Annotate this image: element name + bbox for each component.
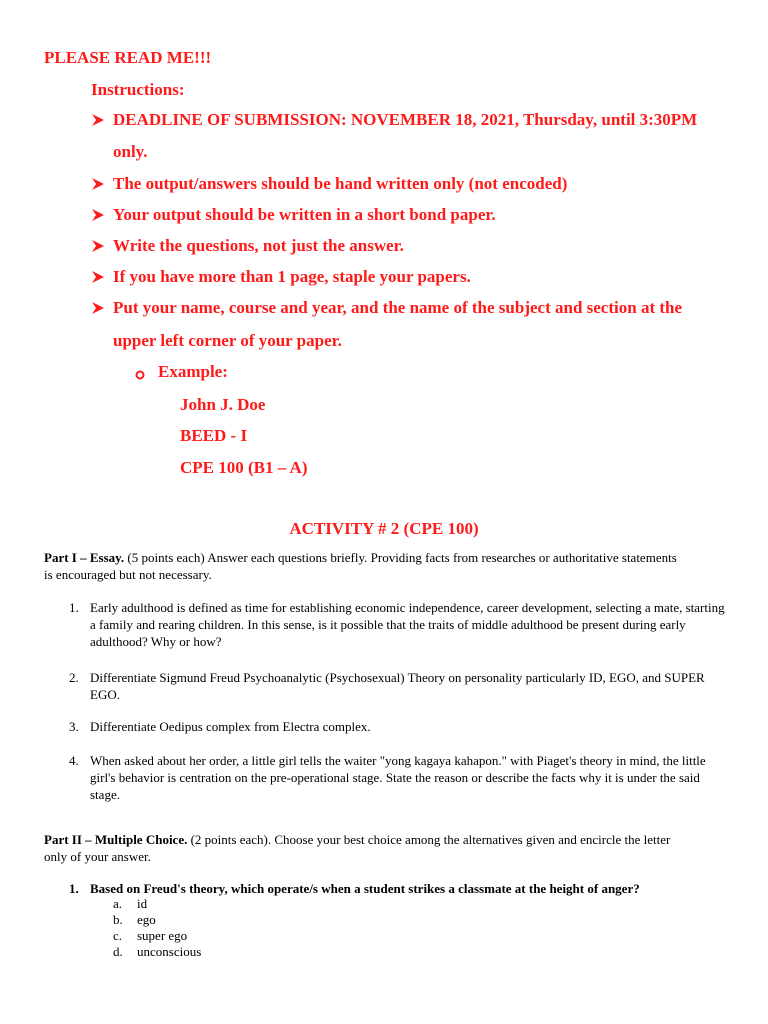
question-text: Differentiate Oedipus complex from Electra complex. xyxy=(90,719,371,734)
question-number: 2. xyxy=(69,670,79,685)
essay-question xyxy=(69,752,729,804)
question-number: 1. xyxy=(69,881,79,896)
part2-description-cont: only of your answer. xyxy=(44,849,151,864)
arrow-bullet-icon xyxy=(91,177,105,191)
option-text: ego xyxy=(137,912,156,927)
arrow-bullet-icon xyxy=(91,239,105,253)
part2-points: (2 points each). xyxy=(190,832,272,847)
part2-heading: Part II – Multiple Choice. xyxy=(44,832,188,847)
example-line: John J. Doe xyxy=(180,395,266,414)
option-letter: a. xyxy=(113,896,123,911)
instruction-item: Put your name, course and year, and the name of the subject and section at the xyxy=(113,298,683,317)
essay-question xyxy=(69,599,729,651)
instruction-item: Write the questions, not just the answer. xyxy=(113,236,404,255)
essay-question xyxy=(69,718,729,735)
part1-description xyxy=(44,549,677,566)
instruction-item: The output/answers should be hand written only (not encoded) xyxy=(113,174,568,193)
example-label: Example: xyxy=(158,362,228,381)
instruction-item: Your output should be written in a short bond paper. xyxy=(113,205,496,224)
circle-bullet-icon xyxy=(135,367,145,377)
essay-question xyxy=(69,669,729,703)
question-text: When asked about her order, a little girl tells the waiter "yong kagaya kahapon." with Piaget's theory in mind, the little girl's behavior is centration on the pre-operational stage. State the reason or describe the facts why it is under the said stage. xyxy=(90,753,706,802)
question-number: 4. xyxy=(69,753,79,768)
option-letter: d. xyxy=(113,944,123,959)
arrow-bullet-icon xyxy=(91,301,105,315)
question-text: Based on Freud's theory, which operate/s when a student strikes a classmate at the height of anger? xyxy=(90,881,640,896)
question-text: Differentiate Sigmund Freud Psychoanalytic (Psychosexual) Theory on personality particularly ID, EGO, and SUPER EGO. xyxy=(90,670,705,702)
option-text: unconscious xyxy=(137,944,202,959)
instruction-item: DEADLINE OF SUBMISSION: NOVEMBER 18, 2021, Thursday, until 3:30PM xyxy=(113,110,698,129)
option-text: super ego xyxy=(137,928,188,943)
instruction-item: If you have more than 1 page, staple your papers. xyxy=(113,267,471,286)
part1-heading: Part I – Essay. xyxy=(44,550,125,565)
activity-title: ACTIVITY # 2 (CPE 100) xyxy=(289,519,479,538)
option-text: id xyxy=(137,896,148,911)
option-letter: c. xyxy=(113,928,123,943)
part1-desc: Answer each questions briefly. Providing facts from researches or authoritative statements xyxy=(204,550,677,565)
example-line: CPE 100 (B1 – A) xyxy=(180,458,308,477)
arrow-bullet-icon xyxy=(91,113,105,127)
part1-description-cont: is encouraged but not necessary. xyxy=(44,567,212,582)
question-text: Early adulthood is defined as time for establishing economic independence, career development, selecting a mate, starting a family and rearing children. In this sense, is it possible that the traits of middle adulthood be present during early adulthood? Why or how? xyxy=(90,600,725,649)
part1-points: (5 points each) xyxy=(127,550,205,565)
instruction-item-continuation: upper left corner of your paper. xyxy=(113,331,342,350)
instruction-item-continuation: only. xyxy=(113,142,148,161)
arrow-bullet-icon xyxy=(91,270,105,284)
part2-description xyxy=(44,831,670,848)
option-letter: b. xyxy=(113,912,123,927)
question-number: 1. xyxy=(69,600,79,615)
part2-desc: Choose your best choice among the alternatives given and encircle the letter xyxy=(271,832,671,847)
question-number: 3. xyxy=(69,719,79,734)
example-line: BEED - I xyxy=(180,426,248,445)
arrow-bullet-icon xyxy=(91,208,105,222)
instructions-label: Instructions: xyxy=(91,80,185,99)
notice-title: PLEASE READ ME!!! xyxy=(44,48,212,67)
